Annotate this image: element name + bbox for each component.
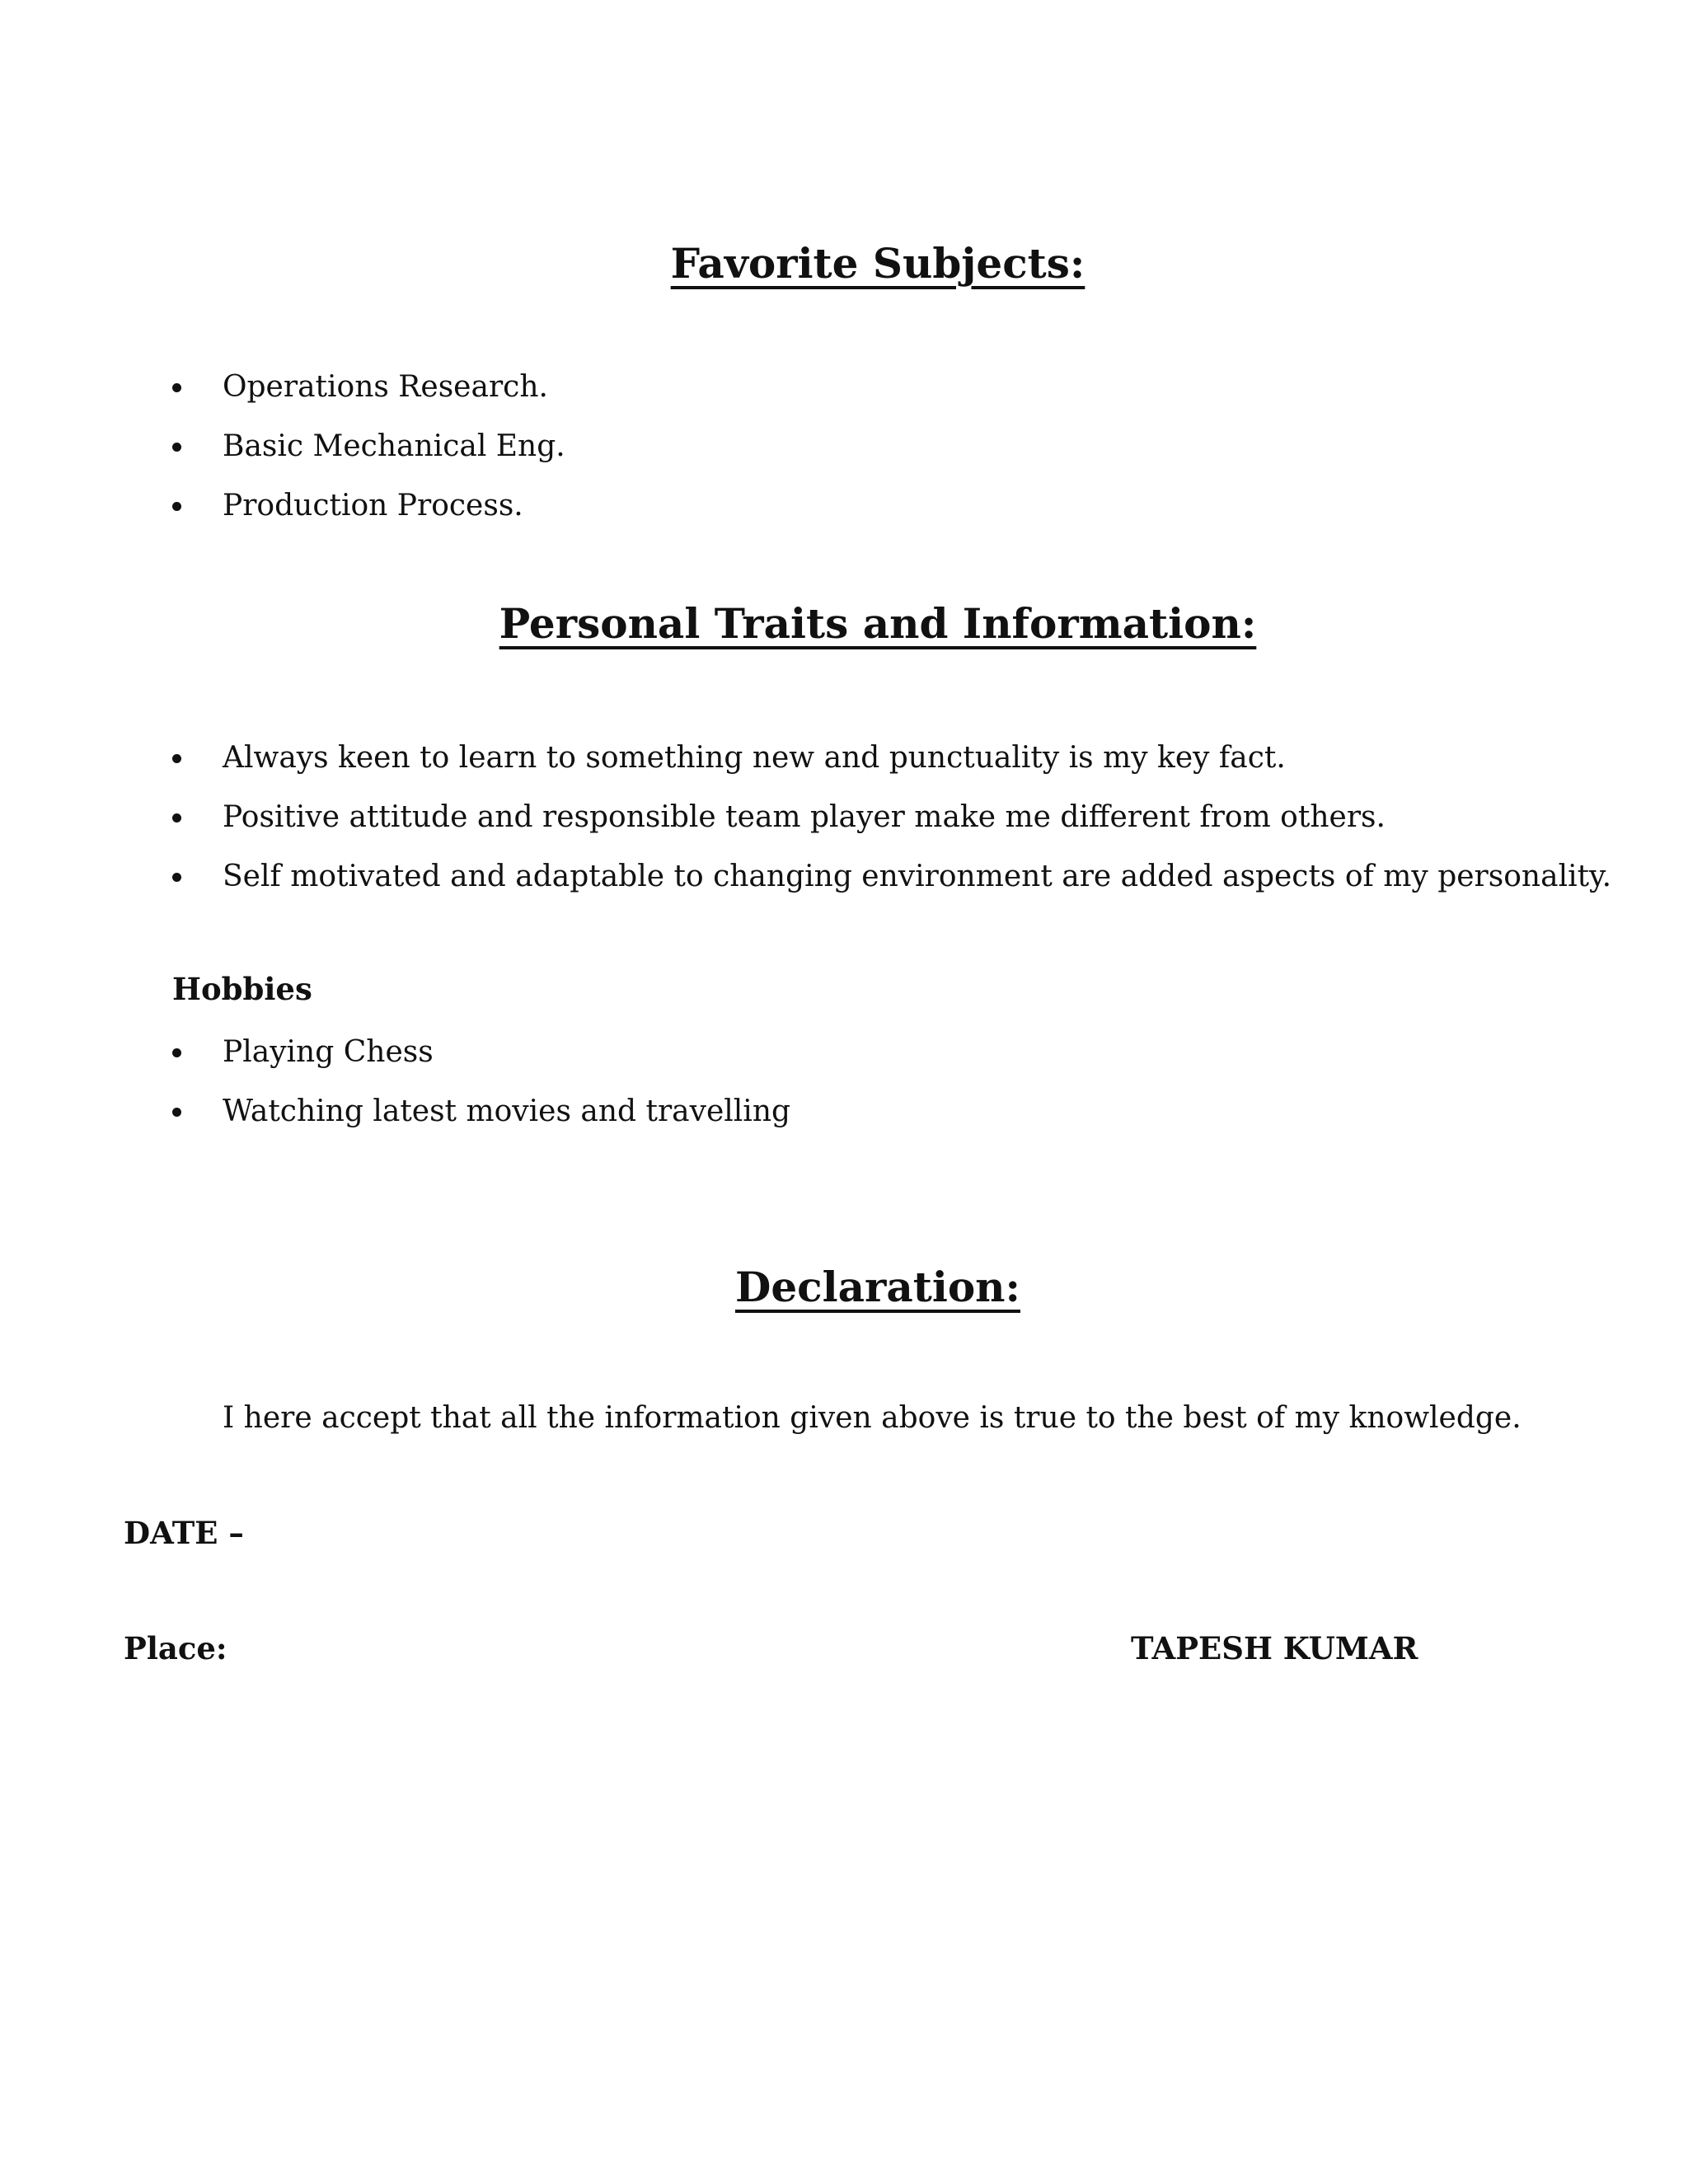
signatory-name: TAPESH KUMAR <box>1131 1630 1418 1666</box>
bullet-icon <box>172 754 181 763</box>
bullet-icon <box>172 813 181 823</box>
declaration-heading: Declaration: <box>735 1263 1020 1311</box>
bullet-icon <box>172 502 181 511</box>
hobbies-heading: Hobbies <box>172 971 312 1007</box>
document-page: Favorite Subjects: Operations Research. Basic Mechanical Eng. Production Process. Personal Traits and Information: Always keen to learn to something new and punctuality is my key fact. Positive attitude and responsible team player make me different from others. Self motivated and adaptable to changing environment are added aspects of my personality. Hobbies Playing Chess Watching latest movies and travelling Declaration: I here accept that all the information given above is true to the best of my knowledge. DATE – Place: TAPESH KUMAR <box>0 0 1688 2184</box>
declaration-text: I here accept that all the information given above is true to the best of my knowledge. <box>223 1401 1522 1435</box>
favorite-subjects-heading: Favorite Subjects: <box>670 239 1085 288</box>
date-label: DATE – <box>124 1515 244 1551</box>
bullet-icon <box>172 1108 181 1117</box>
bullet-icon <box>172 1048 181 1057</box>
personal-traits-heading: Personal Traits and Information: <box>499 599 1257 648</box>
bullet-icon <box>172 443 181 452</box>
place-label: Place: <box>124 1630 227 1666</box>
bullet-icon <box>172 873 181 882</box>
bullet-icon <box>172 383 181 392</box>
